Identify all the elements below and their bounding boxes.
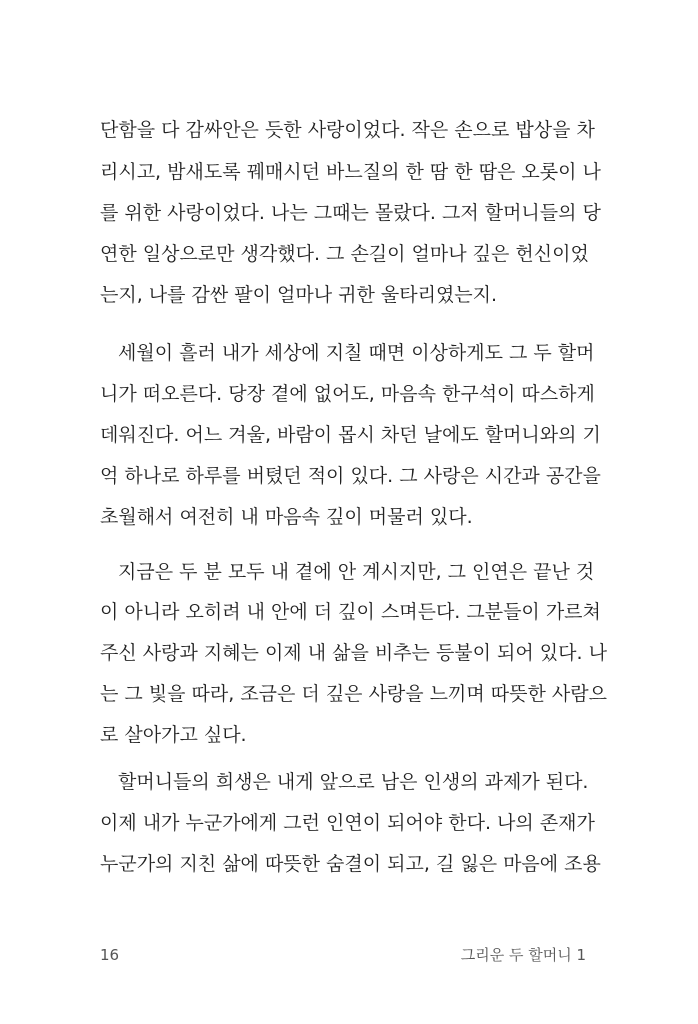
text-line: 억 하나로 하루를 버텼던 적이 있다. 그 사랑은 시간과 공간을 bbox=[100, 465, 601, 487]
text-line: 이 아니라 오히려 내 안에 더 깊이 스며든다. 그분들이 가르쳐 bbox=[100, 601, 601, 623]
text-line: 주신 사랑과 지혜는 이제 내 삶을 비추는 등불이 되어 있다. 나 bbox=[100, 642, 607, 664]
text-line: 이제 내가 누군가에게 그런 인연이 되어야 한다. 나의 존재가 bbox=[100, 812, 595, 834]
text-line: 데워진다. 어느 겨울, 바람이 몹시 차던 날에도 할머니와의 기 bbox=[100, 424, 601, 446]
text-line: 단함을 다 감싸안은 듯한 사랑이었다. 작은 손으로 밥상을 차 bbox=[100, 119, 595, 141]
text-line: 초월해서 여전히 내 마음속 깊이 머물러 있다. bbox=[100, 506, 473, 528]
text-line: 는지, 나를 감싼 팔이 얼마나 귀한 울타리였는지. bbox=[100, 284, 498, 306]
text-line: 를 위한 사랑이었다. 나는 그때는 몰랐다. 그저 할머니들의 당 bbox=[100, 202, 601, 224]
text-line: 세월이 흘러 내가 세상에 지칠 때면 이상하게도 그 두 할머 bbox=[118, 342, 595, 364]
text-line: 니가 떠오른다. 당장 곁에 없어도, 마음속 한구석이 따스하게 bbox=[100, 383, 595, 405]
text-line: 는 그 빛을 따라, 조금은 더 깊은 사랑을 느끼며 따뜻한 사람으 bbox=[100, 683, 607, 705]
text-line: 로 살아가고 싶다. bbox=[100, 724, 247, 746]
text-line: 할머니들의 희생은 내게 앞으로 남은 인생의 과제가 된다. bbox=[118, 771, 589, 793]
text-line: 연한 일상으로만 생각했다. 그 손길이 얼마나 깊은 헌신이었 bbox=[100, 243, 589, 265]
text-line: 누군가의 지친 삶에 따뜻한 숨결이 되고, 길 잃은 마음에 조용 bbox=[100, 853, 601, 875]
running-title: 그리운 두 할머니 1 bbox=[460, 946, 586, 964]
page-number: 16 bbox=[100, 946, 120, 964]
text-line: 지금은 두 분 모두 내 곁에 안 계시지만, 그 인연은 끝난 것 bbox=[118, 561, 595, 583]
text-line: 리시고, 밤새도록 꿰매시던 바느질의 한 땀 한 땀은 오롯이 나 bbox=[100, 161, 601, 183]
